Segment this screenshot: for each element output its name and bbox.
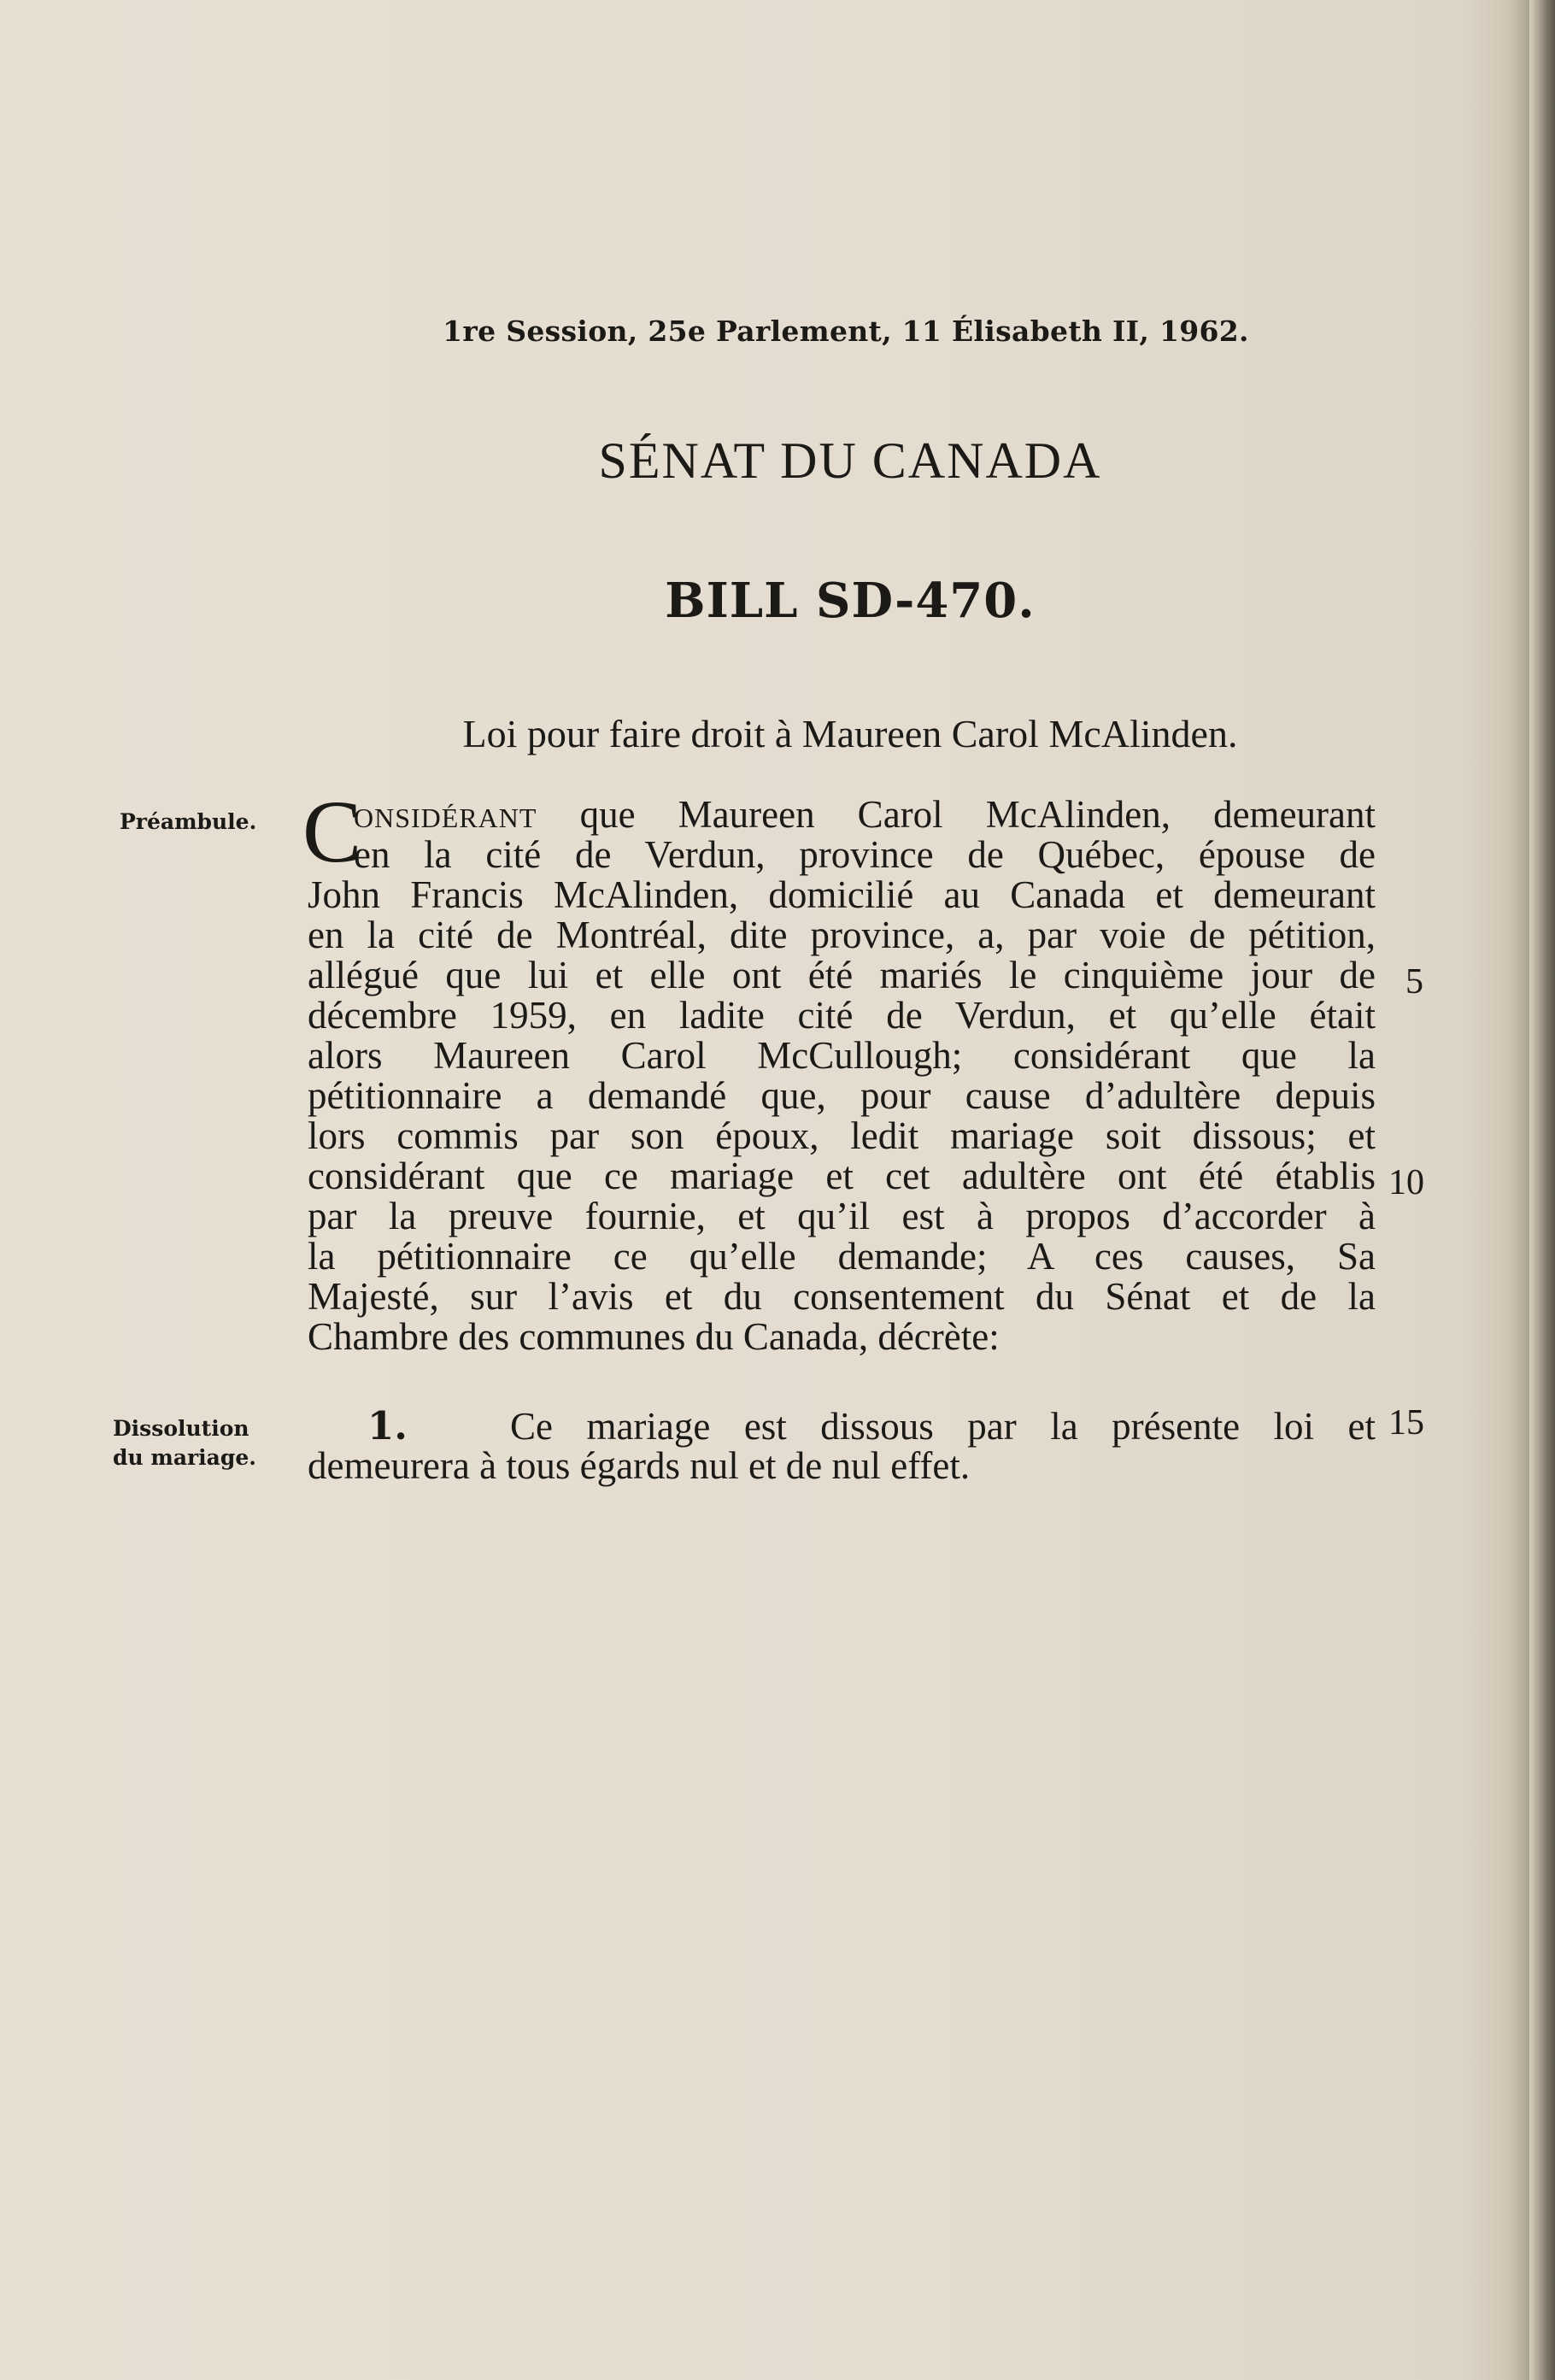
- section-1-paragraph: [308, 1403, 1376, 1487]
- margin-note-dissolution: [113, 1414, 256, 1472]
- margin-note-line: du mariage.: [113, 1445, 256, 1470]
- line-number: 10: [1388, 1163, 1424, 1202]
- margin-note-line: Dissolution: [113, 1416, 249, 1441]
- preamble-line: John Francis McAlinden, domicilié au Canada et demeurant: [308, 873, 1376, 916]
- session-line: 1re Session, 25e Parlement, 11 Élisabeth II, 1962.: [443, 314, 1249, 348]
- chamber-title: SÉNAT DU CANADA: [598, 432, 1102, 489]
- preamble-line: Chambre des communes du Canada, décrète:: [308, 1315, 1000, 1358]
- preamble-line: en la cité de Verdun, province de Québec, épouse de: [354, 833, 1376, 876]
- opening-word: onsidérant: [354, 793, 537, 836]
- preamble-line: considérant que ce mariage et cet adultère ont été établis: [308, 1155, 1376, 1197]
- preamble-line: onsidérant que Maureen Carol McAlinden, demeurant: [354, 793, 1376, 836]
- line-number: 15: [1388, 1403, 1424, 1443]
- preamble-line: la pétitionnaire ce qu’elle demande; A ces causes, Sa: [308, 1235, 1376, 1278]
- preamble-line: lors commis par son époux, ledit mariage soit dissous; et: [308, 1114, 1376, 1157]
- long-title: Loi pour faire droit à Maureen Carol McAlinden.: [462, 712, 1238, 755]
- section-1-line: 1. Ce mariage est dissous par la présente loi et: [367, 1403, 1376, 1449]
- section-1-line: demeurera à tous égards nul et de nul effet.: [308, 1444, 971, 1487]
- preamble-line: décembre 1959, en ladite cité de Verdun, et qu’elle était: [308, 994, 1376, 1037]
- preamble-paragraph: [302, 783, 1376, 1358]
- bill-number: BILL SD-470.: [665, 573, 1036, 629]
- line-number: 5: [1405, 962, 1423, 1002]
- margin-note-preamble: Préambule.: [120, 809, 257, 834]
- preamble-line: par la preuve fournie, et qu’il est à propos d’accorder à: [308, 1195, 1376, 1237]
- preamble-line: allégué que lui et elle ont été mariés le cinquième jour de: [308, 954, 1376, 996]
- preamble-line: pétitionnaire a demandé que, pour cause d’adultère depuis: [308, 1074, 1376, 1117]
- section-number: 1.: [367, 1403, 408, 1449]
- preamble-line: en la cité de Montréal, dite province, a, par voie de pétition,: [308, 914, 1376, 956]
- page-edge-shadow: [1529, 0, 1555, 2380]
- drop-cap: C: [302, 783, 362, 881]
- preamble-line: alors Maureen Carol McCullough; considérant que la: [308, 1034, 1376, 1077]
- preamble-line: Majesté, sur l’avis et du consentement du Sénat et de la: [308, 1275, 1376, 1318]
